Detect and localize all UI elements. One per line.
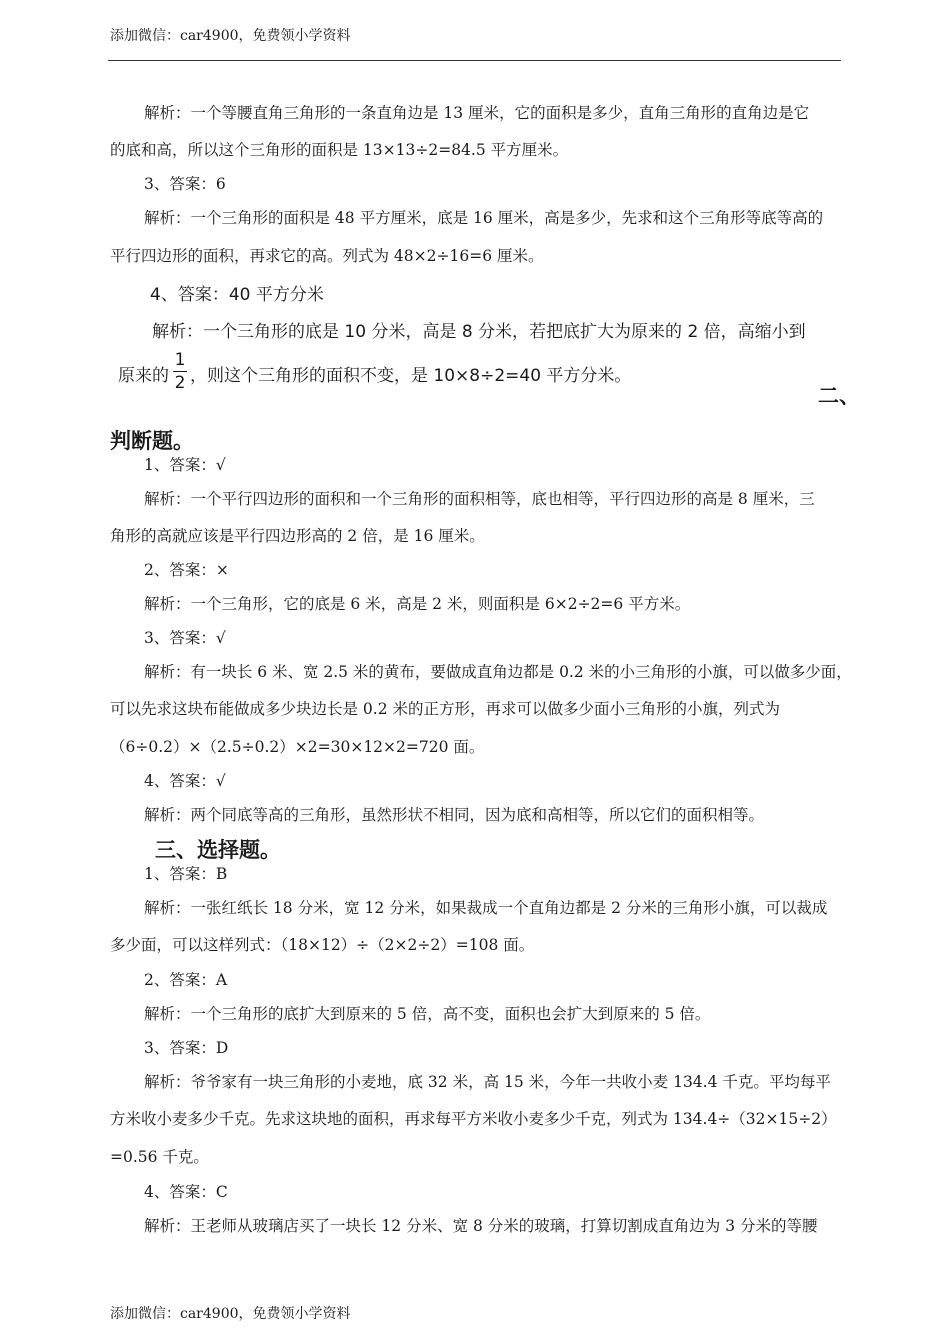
fraction-numerator: 1 (174, 350, 186, 370)
answer-text: 2、答案：A (144, 971, 228, 989)
answer-text: 4、答案：40 平方分米 (150, 285, 324, 305)
answer-text: 3、答案：6 (144, 175, 226, 193)
header-divider (108, 60, 841, 61)
analysis-text: （6÷0.2）×（2.5÷0.2）×2=30×12×2=720 面。 (110, 738, 485, 756)
analysis-text: ，则这个三角形的面积不变，是 10×8÷2=40 平方分米。 (190, 366, 632, 386)
analysis-text: 可以先求这块布能做成多少块边长是 0.2 米的正方形，再求可以做多少面小三角形的小旗，列式为 (110, 700, 781, 718)
section-heading: 二、 (818, 384, 860, 408)
section-heading: 三、选择题。 (155, 838, 281, 862)
analysis-text: 解析：一个三角形的底是 10 分米，高是 8 分米，若把底扩大为原来的 2 倍，高缩小到 (152, 322, 806, 342)
analysis-text: 解析：王老师从玻璃店买了一块长 12 分米、宽 8 分米的玻璃，打算切割成直角边为 3 分米的等腰 (144, 1217, 818, 1235)
answer-text: 3、答案：√ (144, 629, 226, 647)
analysis-text: 解析：一张红纸长 18 分米，宽 12 分米，如果裁成一个直角边都是 2 分米的三角形小旗，可以裁成 (144, 899, 828, 917)
analysis-text: 解析：有一块长 6 米、宽 2.5 米的黄布，要做成直角边都是 0.2 米的小三角形的小旗，可以做多少面， (144, 663, 852, 681)
analysis-text: =0.56 千克。 (110, 1148, 209, 1166)
answer-text: 1、答案：√ (144, 456, 226, 474)
analysis-text: 解析：一个三角形的面积是 48 平方厘米，底是 16 厘米，高是多少，先求和这个三角形等底等高的 (144, 209, 824, 227)
analysis-text: 平行四边形的面积，再求它的高。列式为 48×2÷16=6 厘米。 (110, 247, 544, 265)
analysis-text: 解析：一个等腰直角三角形的一条直角边是 13 厘米，它的面积是多少，直角三角形的直角边是它 (144, 104, 810, 122)
analysis-text: 方米收小麦多少千克。先求这块地的面积，再求每平方米收小麦多少千克，列式为 134.4÷（32×15÷2） (110, 1110, 837, 1128)
analysis-text: 解析：两个同底等高的三角形，虽然形状不相同，因为底和高相等，所以它们的面积相等。 (144, 806, 765, 824)
answer-text: 4、答案：C (144, 1183, 228, 1201)
answer-text: 3、答案：D (144, 1039, 229, 1057)
fraction-bar (173, 371, 187, 372)
fraction-denominator: 2 (174, 373, 186, 393)
analysis-text: 原来的 (118, 366, 169, 386)
page-header: 添加微信：car4900，免费领小学资料 (110, 28, 351, 44)
analysis-text: 多少面，可以这样列式：（18×12）÷（2×2÷2）=108 面。 (110, 936, 535, 954)
answer-text: 2、答案：× (144, 561, 229, 579)
answer-text: 4、答案：√ (144, 772, 226, 790)
analysis-text: 解析：一个三角形的底扩大到原来的 5 倍，高不变，面积也会扩大到原来的 5 倍。 (144, 1005, 711, 1023)
analysis-text: 解析：爷爷家有一块三角形的小麦地，底 32 米，高 15 米，今年一共收小麦 134.4 千克。平均每平 (144, 1073, 831, 1091)
answer-text: 1、答案：B (144, 865, 228, 883)
analysis-text: 解析：一个平行四边形的面积和一个三角形的面积相等，底也相等，平行四边形的高是 8 厘米，三 (144, 490, 815, 508)
fraction-one-half (173, 350, 187, 393)
analysis-text: 的底和高，所以这个三角形的面积是 13×13÷2=84.5 平方厘米。 (110, 141, 569, 159)
analysis-text: 解析：一个三角形，它的底是 6 米，高是 2 米，则面积是 6×2÷2=6 平方米。 (144, 595, 691, 613)
analysis-text: 角形的高就应该是平行四边形高的 2 倍，是 16 厘米。 (110, 527, 485, 545)
section-heading: 判断题。 (110, 429, 194, 453)
page-footer: 添加微信：car4900，免费领小学资料 (110, 1306, 351, 1322)
